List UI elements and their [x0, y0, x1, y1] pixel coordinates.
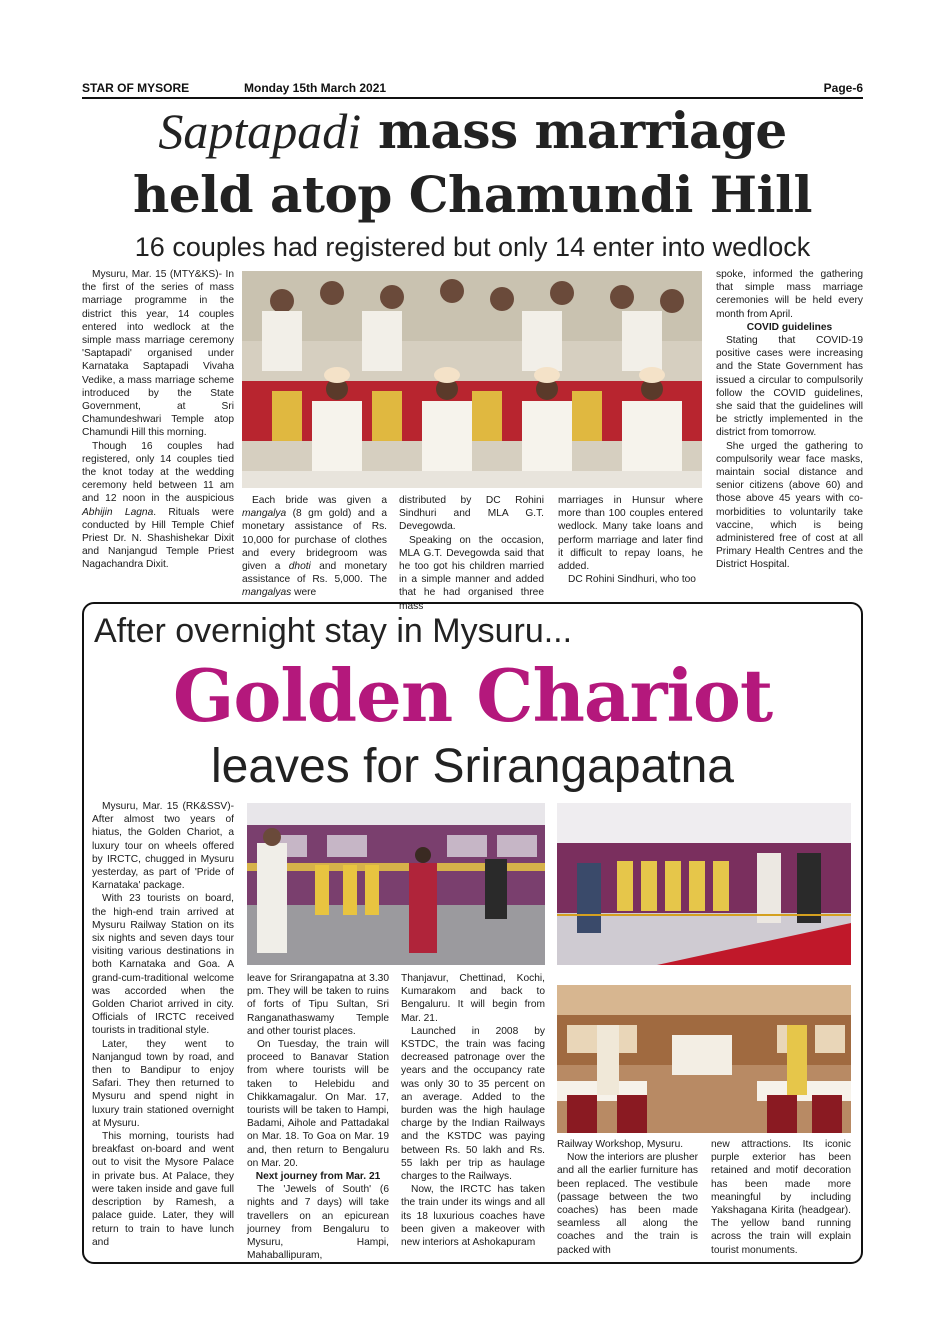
paragraph: marriages in Hunsur where more than 100 couples entered wedlock. Many take loans and perform marriage and later find it difficult to repay loans, he added. [558, 495, 703, 573]
story2-column-1 [92, 800, 234, 1252]
story1-headline-line1 [82, 100, 863, 162]
paragraph: Mysuru, Mar. 15 (MTY&KS)- In the first of the series of mass marriage programme in the district this year, 14 couples entered into wedlock at the simple mass marriage ceremony 'Saptapadi' organised under Karnataka Saptapadi Vivaha Vedike, a mass marriage scheme introduced by the State Government, at Sri Chamundeshwari Temple atop Chamundi Hill this morning. [82, 269, 234, 439]
story2-kicker: After overnight stay in Mysuru... [94, 612, 573, 650]
paragraph: distributed by DC Rohini Sindhuri and MLA G.T. Devegowda. [399, 495, 544, 533]
platform-welcome-image [247, 803, 545, 965]
paragraph: Speaking on the occasion, MLA G.T. Devegowda said that he too got his children married in a simple manner and added that he had organised three mass [399, 534, 544, 612]
masthead [82, 81, 863, 97]
story2-column-3 [401, 972, 545, 1252]
paragraph: spoke, informed the gathering that simple mass marriage ceremonies will be held every month from April. [716, 269, 863, 320]
paragraph: Now, the IRCTC has taken the train under its wings and all its 18 luxurious coaches have been given a makeover with new interiors at Ashokapuram [401, 1184, 545, 1249]
story1-column-1 [82, 268, 234, 594]
paragraph: Thanjavur, Chettinad, Kochi, Kumarakom and back to Bengaluru. It will begin from Mar. 21. [401, 973, 545, 1024]
subheading: Next journey from Mar. 21 [255, 1171, 381, 1183]
headline-italic: Saptapadi [158, 103, 362, 159]
headline-rest: mass marriage [361, 101, 787, 160]
story2-column-2 [247, 972, 389, 1262]
page-number: Page-6 [823, 81, 863, 95]
paragraph: The 'Jewels of South' (6 nights and 7 days) will take travellers on an epicurean journey from Bengaluru to Mysuru, Hampi, Mahaballipuram, [247, 1184, 389, 1262]
masthead-rule [82, 97, 863, 99]
dining-coach-photo [557, 985, 851, 1133]
issue-date: Monday 15th March 2021 [244, 81, 387, 95]
platform-welcome-photo [247, 803, 545, 965]
story1-column-4 [558, 494, 703, 594]
paragraph: Though 16 couples had registered, only 14 couples tied the knot today at the wedding ceremony held between 11 am and 12 noon in the auspicious Abhijin Lagna. Rituals were conducted by Hill Temple Chief Priest Dr. N. Shashishekar Dixit and Nanjangud Temple Priest Nagachandra Dixit. [82, 440, 234, 571]
paragraph: Now the interiors are plusher and all the earlier furniture has been replaced. The vestibule (passage between the two coaches) has been made seamless all along the coaches and the train is packed with [557, 1152, 698, 1256]
paragraph: Each bride was given a mangalya (8 gm gold) and a monetary assistance of Rs. 10,000 for purchase of clothes and every bridegroom was given a dhoti and monetary assistance of Rs. 5,000. The mangalyas were [242, 495, 387, 599]
paragraph: Later, they went to Nanjangud town by road, and then to Bandipur to enjoy Safari. They then returned to Mysuru and spend night in luxury train stationed overnight at Mysuru. [92, 1038, 234, 1129]
paragraph: On Tuesday, the train will proceed to Banavar Station from where tourists will be taken to Helebidu and Chikkamagalur. On Mar. 17, tourists will be taken to Hampi, Badami, Aihole and Pattadakal on Mar. 18. To Goa on Mar. 19 and, then return to Bengaluru on Mar. 20. [247, 1039, 389, 1169]
story1-column-3 [399, 494, 544, 612]
subheading: COVID guidelines [746, 321, 833, 333]
story2-column-4 [557, 1138, 698, 1256]
paragraph: Mysuru, Mar. 15 (RK&SSV)- After almost two years of hiatus, the Golden Chariot, a luxury tour on wheels offered by IRCTC, chugged in Mysuru yesterday, as part of 'Pride of Karnataka' package. [92, 801, 234, 892]
wedding-photo-image [242, 271, 702, 488]
story2-subhead: leaves for Srirangapatna [211, 740, 734, 793]
story1-column-5 [716, 268, 863, 594]
paragraph: Launched in 2008 by KSTDC, the train was facing decreased patronage over the years and the occupancy rate was only 30 to 35 percent on an average. Added to the burden was the high haulage charge by the Indian Railways and the KSTDC was paying between Rs. 50 lakh and Rs. 55 lakh per trip as haulage charges to the Railways. [401, 1025, 545, 1183]
paragraph: This morning, tourists had breakfast on-board and went out to visit the Mysore Palace in private bus. At Palace, they were taken inside and gave full description by Ramesh, a palace guide. Later, they will return to train to have lunch and [92, 1131, 234, 1248]
paragraph: Stating that COVID-19 positive cases were increasing and the State Government has issued a circular to compulsorily follow the COVID guidelines, she said that the guidelines will be strictly implemented in the district from tomorrow. [716, 335, 863, 439]
story2-column-5 [711, 1138, 851, 1256]
story1-column-2 [242, 494, 387, 599]
paragraph: leave for Srirangapatna at 3.30 pm. They will be taken to ruins of forts of Tipu Sultan, Sri Ranganathaswamy Temple and other tourist places. [247, 973, 389, 1037]
dining-coach-image [557, 985, 851, 1133]
story1-headline-line2: held atop Chamundi Hill [133, 165, 812, 224]
story2-headline: Golden Chariot [172, 653, 773, 738]
story1-subhead: 16 couples had registered but only 14 enter into wedlock [134, 232, 811, 262]
coach-staff-photo [557, 803, 851, 965]
paper-name: STAR OF MYSORE [82, 81, 190, 95]
paragraph: She urged the gathering to compulsorily wear face masks, maintain social distance and senior citizens (above 60) and those above 45 years with co-morbidities to voluntarily take vaccine, which is being administered free of cost at all Primary Health Centres and the District Hospital. [716, 440, 863, 571]
paragraph: DC Rohini Sindhuri, who too [568, 574, 696, 586]
coach-staff-image [557, 803, 851, 965]
wedding-photo [242, 271, 702, 488]
paragraph: Railway Workshop, Mysuru. [557, 1139, 684, 1150]
paragraph: With 23 tourists on board, the high-end train arrived at Mysuru Railway Station on its six nights and seven days tour visiting various destinations in both Karnataka and Goa. A grand-cum-traditional welcome was accorded when the Golden Chariot arrived in city. Officials of IRCTC received tourists in traditional style. [92, 893, 234, 1037]
paragraph: new attractions. Its iconic purple exterior has been retained and motif decoration has been made more meaningful by including Yakshagana Kirita (headgear). The yellow band running across the train will explain tourist monuments. [711, 1139, 851, 1256]
